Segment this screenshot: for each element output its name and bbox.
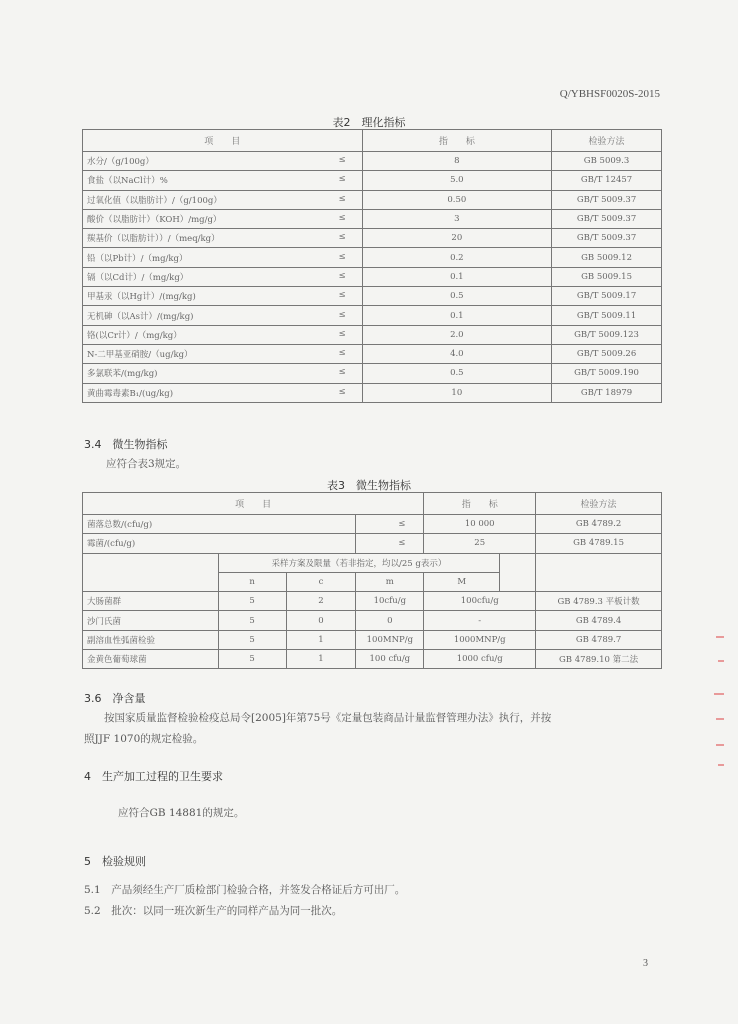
row-item-cell (83, 267, 363, 286)
row-item-cell (83, 171, 363, 190)
table-row (83, 287, 662, 306)
plan-col-M: M (424, 572, 500, 591)
row-op: ≤ (338, 193, 346, 204)
row-op: ≤ (338, 367, 346, 378)
table-row (83, 267, 662, 286)
table3-microbial (82, 492, 662, 669)
plan-blank (500, 553, 536, 592)
row-method: GB 5009.15 (552, 267, 662, 286)
row-M: 1000 cfu/g (424, 650, 536, 669)
standard-code: Q/YBHSF0020S-2015 (559, 88, 660, 100)
row-item: 羰基价（以脂肪计））/（meq/kg） (87, 234, 220, 245)
row-item: 多氯联苯/(mg/kg) (87, 369, 158, 380)
row-value: 10 000 (424, 515, 536, 534)
plan-col-c: c (286, 572, 356, 591)
section-4-text: 应符合GB 14881的规定。 (118, 807, 245, 819)
row-item: 镉（以Cd计）/（mg/kg） (87, 272, 189, 283)
row-method: GB 4789.10 第二法 (536, 650, 662, 669)
table-row (83, 306, 662, 325)
row-item: 甲基汞（以Hg计）/(mg/kg) (87, 292, 196, 303)
row-method: GB 5009.12 (552, 248, 662, 267)
row-method: GB/T 5009.11 (552, 306, 662, 325)
table-row (83, 611, 662, 630)
row-item-cell (83, 190, 363, 209)
table-row (83, 152, 662, 171)
row-value: 0.5 (362, 287, 552, 306)
row-item: N-二甲基亚硝胺/（ug/kg） (87, 350, 193, 361)
plan-blank (83, 553, 219, 592)
table2-caption: 表2 理化指标 (332, 116, 406, 129)
section-4-heading: 4 生产加工过程的卫生要求 (84, 770, 223, 783)
row-value: 3 (362, 209, 552, 228)
edge-mark (718, 764, 724, 766)
row-method: GB 4789.4 (536, 611, 662, 630)
row-op: ≤ (338, 348, 346, 359)
plan-blank (536, 553, 662, 592)
table3-pathogen-body (83, 592, 662, 669)
edge-mark (716, 718, 724, 720)
table-row (83, 592, 662, 611)
row-item-cell (83, 229, 363, 248)
table-row (83, 325, 662, 344)
page-number: 3 (643, 958, 648, 969)
row-item: 无机砷（以As计）/(mg/kg) (87, 311, 194, 322)
row-item-cell (83, 287, 363, 306)
row-op: ≤ (338, 290, 346, 301)
row-item: 黄曲霉毒素B₁/(ug/kg) (87, 388, 174, 399)
row-method: GB/T 5009.26 (552, 344, 662, 363)
table-row (83, 229, 662, 248)
plan-col-m: m (356, 572, 424, 591)
row-n: 5 (218, 592, 286, 611)
table3-caption: 表3 微生物指标 (327, 479, 411, 492)
row-method: GB/T 5009.17 (552, 287, 662, 306)
row-method: GB 4789.3 平板计数 (536, 592, 662, 611)
row-m: 10cfu/g (356, 592, 424, 611)
row-value: 0.1 (362, 267, 552, 286)
row-item: 铬(以Cr计）/（mg/kg） (87, 330, 182, 341)
row-op: ≤ (338, 155, 346, 166)
row-M: 1000MNP/g (424, 630, 536, 649)
table-row (83, 534, 662, 553)
table-row (83, 171, 662, 190)
table-row (83, 190, 662, 209)
row-value: 0.2 (362, 248, 552, 267)
table-row (83, 515, 662, 534)
row-M: - (424, 611, 536, 630)
row-value: 25 (424, 534, 536, 553)
row-method: GB/T 12457 (552, 171, 662, 190)
edge-mark (718, 660, 724, 662)
row-n: 5 (218, 630, 286, 649)
edge-mark (716, 636, 724, 638)
table-row (83, 383, 662, 402)
section-5-item1: 5.1 产品须经生产厂质检部门检验合格，并签发合格证后方可出厂。 (84, 884, 406, 896)
row-item: 大肠菌群 (83, 592, 219, 611)
row-method: GB/T 5009.123 (552, 325, 662, 344)
row-item: 铅（以Pb计）/（mg/kg） (87, 253, 188, 264)
edge-mark (716, 744, 724, 746)
row-op: ≤ (338, 213, 346, 224)
section-3-6-heading: 3.6 净含量 (84, 692, 146, 705)
row-value: 5.0 (362, 171, 552, 190)
row-n: 5 (218, 650, 286, 669)
row-c: 1 (286, 650, 356, 669)
row-method: GB 4789.7 (536, 630, 662, 649)
row-op: ≤ (338, 328, 346, 339)
header-item: 项 目 (83, 130, 363, 152)
row-value: 0.1 (362, 306, 552, 325)
row-item: 副溶血性弧菌检验 (83, 630, 219, 649)
table-row (83, 650, 662, 669)
row-M: 100cfu/g (424, 592, 536, 611)
section-3-4-heading: 3.4 微生物指标 (84, 438, 168, 451)
row-item-cell (83, 325, 363, 344)
section-5-item2: 5.2 批次：以同一班次新生产的同样产品为同一批次。 (84, 905, 343, 917)
row-item-cell (83, 306, 363, 325)
row-op: ≤ (356, 515, 424, 534)
plan-col-n: n (218, 572, 286, 591)
row-item-cell (83, 209, 363, 228)
row-item: 金黄色葡萄球菌 (83, 650, 219, 669)
row-method: GB/T 5009.37 (552, 229, 662, 248)
row-item-cell (83, 383, 363, 402)
row-value: 2.0 (362, 325, 552, 344)
row-op: ≤ (356, 534, 424, 553)
section-5-heading: 5 检验规则 (84, 855, 146, 868)
row-item: 霉菌/(cfu/g) (83, 534, 356, 553)
row-value: 10 (362, 383, 552, 402)
row-item: 过氧化值（以脂肪计）/（g/100g） (87, 195, 222, 206)
table2-physicochemical (82, 129, 662, 403)
row-method: GB/T 5009.37 (552, 190, 662, 209)
plan-header: 采样方案及限量（若非指定，均以/25 g表示） (218, 553, 500, 572)
row-c: 2 (286, 592, 356, 611)
row-method: GB/T 5009.190 (552, 364, 662, 383)
row-method: GB/T 5009.37 (552, 209, 662, 228)
row-m: 100 cfu/g (356, 650, 424, 669)
row-op: ≤ (338, 174, 346, 185)
row-op: ≤ (338, 251, 346, 262)
row-m: 0 (356, 611, 424, 630)
row-value: 8 (362, 152, 552, 171)
row-op: ≤ (338, 232, 346, 243)
table-header-row (83, 493, 662, 515)
row-item: 菌落总数/(cfu/g) (83, 515, 356, 534)
table-row (83, 344, 662, 363)
row-item-cell (83, 344, 363, 363)
row-method: GB 4789.15 (536, 534, 662, 553)
row-method: GB/T 18979 (552, 383, 662, 402)
row-m: 100MNP/g (356, 630, 424, 649)
row-method: GB 4789.2 (536, 515, 662, 534)
section-3-4-text: 应符合表3规定。 (106, 458, 187, 470)
header-method: 检验方法 (552, 130, 662, 152)
row-op: ≤ (338, 270, 346, 281)
table2-body (83, 152, 662, 403)
row-op: ≤ (338, 309, 346, 320)
row-item: 食盐（以NaCl计）% (87, 176, 168, 187)
table-row (83, 364, 662, 383)
row-c: 1 (286, 630, 356, 649)
header-method: 检验方法 (536, 493, 662, 515)
row-value: 0.50 (362, 190, 552, 209)
section-3-6-line2: 照JJF 1070的规定检验。 (84, 733, 204, 745)
row-item: 酸价（以脂肪计）（KOH）/mg/g） (87, 215, 222, 226)
plan-header-row (83, 553, 662, 572)
row-value: 0.5 (362, 364, 552, 383)
row-item-cell (83, 152, 363, 171)
row-value: 20 (362, 229, 552, 248)
table-row (83, 630, 662, 649)
row-value: 4.0 (362, 344, 552, 363)
header-item: 项 目 (83, 493, 424, 515)
row-item-cell (83, 364, 363, 383)
header-indicator: 指 标 (362, 130, 552, 152)
edge-mark (714, 693, 724, 695)
section-3-6-line1: 按国家质量监督检验检疫总局令[2005]年第75号《定量包装商品计量监督管理办法》执行，并按 (104, 712, 552, 724)
row-n: 5 (218, 611, 286, 630)
table-header-row (83, 130, 662, 152)
row-item: 水分/（g/100g） (87, 157, 154, 168)
row-c: 0 (286, 611, 356, 630)
table-row (83, 248, 662, 267)
row-method: GB 5009.3 (552, 152, 662, 171)
header-indicator: 指 标 (424, 493, 536, 515)
table-row (83, 209, 662, 228)
row-item-cell (83, 248, 363, 267)
row-op: ≤ (338, 386, 346, 397)
row-item: 沙门氏菌 (83, 611, 219, 630)
